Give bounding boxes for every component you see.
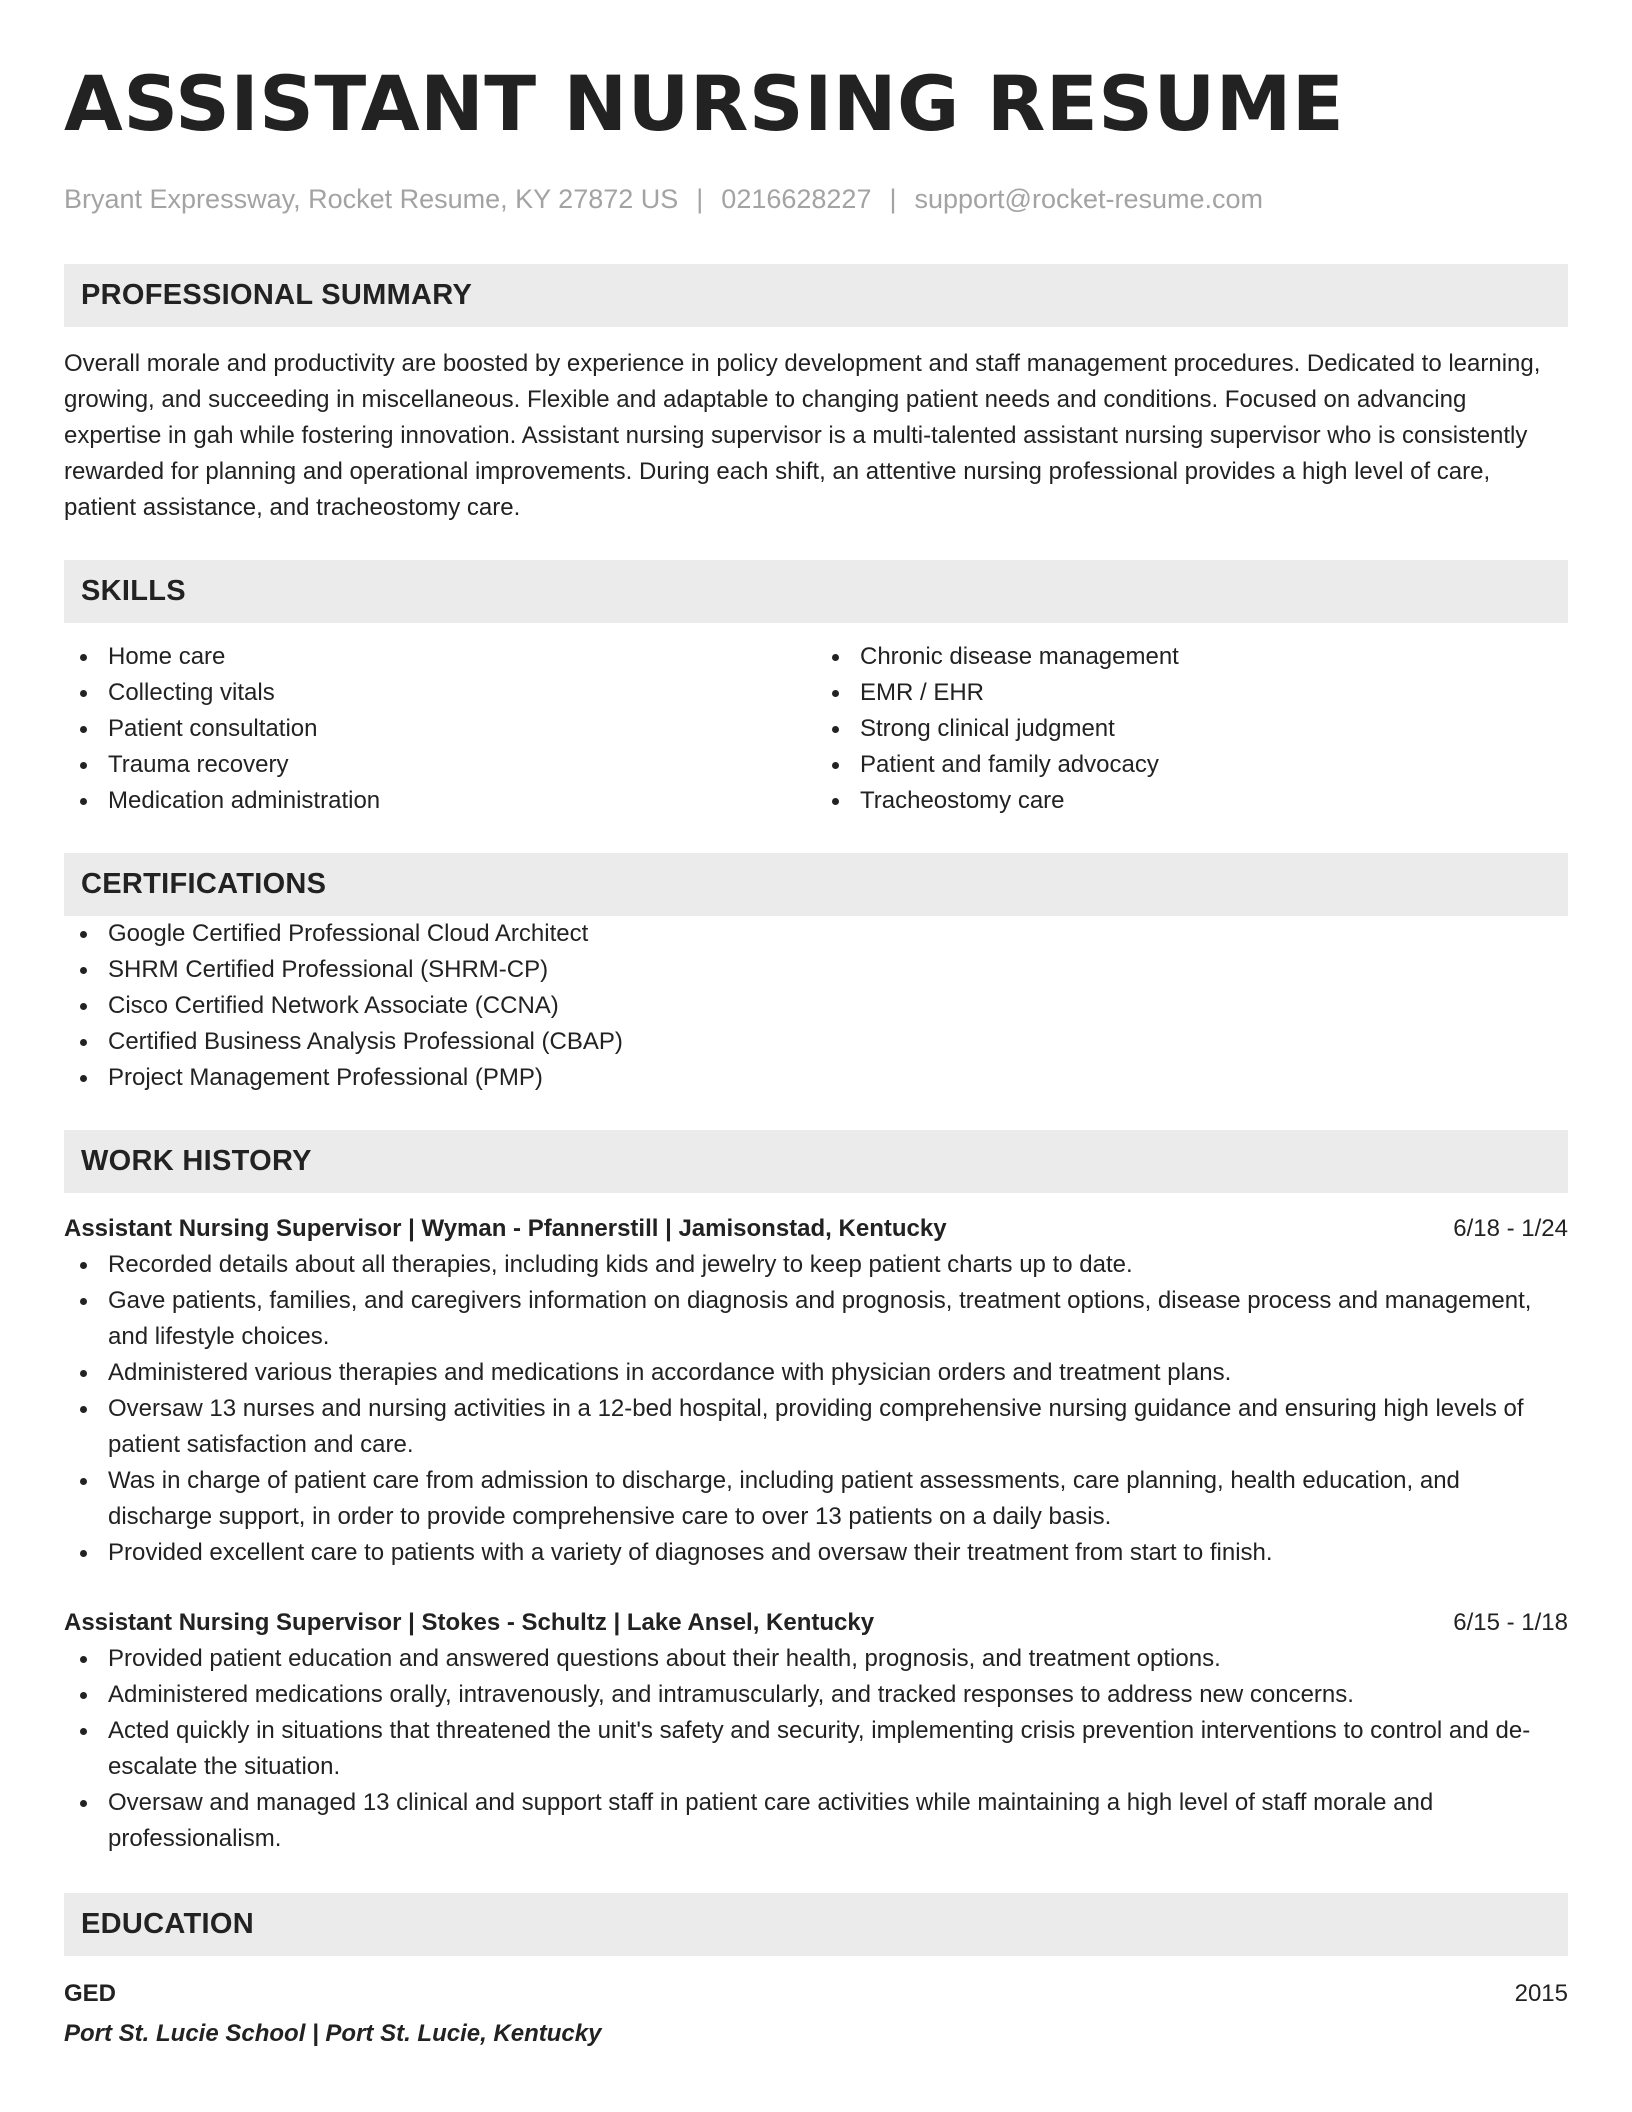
- bullet-icon: [832, 690, 839, 697]
- skills-column-right: [816, 639, 1568, 819]
- bullet-icon: [80, 1550, 87, 1557]
- education-year: 2015: [1514, 1980, 1568, 2007]
- job-duties-list: [64, 1247, 1568, 1571]
- skill-item: Tracheostomy care: [816, 783, 1568, 819]
- summary-text: Overall morale and productivity are boosted by experience in policy development and staff management procedures. Dedicated to learning, growing, and succeeding in miscellaneous. Flexible and adaptable to changing patient needs and conditions. Focused on advancing expertise in gah while fostering innovation. Assistant nursing supervisor is a multi-talented assistant nursing supervisor who is consistently rewarded for planning and operational improvements. During each shift, an attentive nursing professional provides a high level of care, patient assistance, and tracheostomy care.: [64, 350, 1541, 521]
- job-duty-item: Oversaw 13 nurses and nursing activities in a 12-bed hospital, providing comprehensive nursing guidance and ensuring high levels of patient satisfaction and care.: [64, 1391, 1568, 1463]
- certification-item: Project Management Professional (PMP): [64, 1060, 1568, 1096]
- bullet-icon: [80, 654, 87, 661]
- bullet-icon: [80, 1478, 87, 1485]
- bullet-icon: [80, 690, 87, 697]
- section-heading-education: EDUCATION: [64, 1893, 1568, 1956]
- job-duty-item: Was in charge of patient care from admission to discharge, including patient assessments, care planning, health education, and discharge support, in order to provide comprehensive care to over 13 patients on a daily basis.: [64, 1463, 1568, 1535]
- skill-item: EMR / EHR: [816, 675, 1568, 711]
- skill-item: Collecting vitals: [64, 675, 816, 711]
- page-title: ASSISTANT NURSING RESUME: [64, 59, 1345, 148]
- bullet-icon: [832, 762, 839, 769]
- skill-item: Home care: [64, 639, 816, 675]
- certification-item: Cisco Certified Network Associate (CCNA): [64, 988, 1568, 1024]
- education-header: [64, 1976, 1568, 2012]
- bullet-icon: [80, 1262, 87, 1269]
- section-heading-summary: PROFESSIONAL SUMMARY: [64, 264, 1568, 327]
- bullet-icon: [80, 762, 87, 769]
- skills-grid: [64, 639, 1568, 819]
- section-heading-work-history: WORK HISTORY: [64, 1130, 1568, 1193]
- job-duty-item: Gave patients, families, and caregivers information on diagnosis and prognosis, treatment options, disease process and management, and lifestyle choices.: [64, 1283, 1568, 1355]
- job-dates: 6/18 - 1/24: [1453, 1215, 1568, 1242]
- bullet-icon: [80, 1692, 87, 1699]
- job-title: Assistant Nursing Supervisor | Stokes - Schultz | Lake Ansel, Kentucky: [64, 1609, 875, 1636]
- bullet-icon: [80, 798, 87, 805]
- bullet-icon: [832, 798, 839, 805]
- job-duty-item: Acted quickly in situations that threatened the unit's safety and security, implementing crisis prevention interventions to control and de-escalate the situation.: [64, 1713, 1568, 1785]
- contact-address: Bryant Expressway, Rocket Resume, KY 27872 US: [64, 184, 679, 214]
- skill-item: Chronic disease management: [816, 639, 1568, 675]
- job-duty-item: Administered medications orally, intravenously, and intramuscularly, and tracked responses to address new concerns.: [64, 1677, 1568, 1713]
- certification-item: Google Certified Professional Cloud Architect: [64, 916, 1568, 952]
- certification-item: SHRM Certified Professional (SHRM-CP): [64, 952, 1568, 988]
- bullet-icon: [80, 1800, 87, 1807]
- skill-item: Trauma recovery: [64, 747, 816, 783]
- bullet-icon: [80, 1075, 87, 1082]
- bullet-icon: [80, 1003, 87, 1010]
- section-heading-skills: SKILLS: [64, 560, 1568, 623]
- job-duty-item: Provided patient education and answered questions about their health, prognosis, and treatment options.: [64, 1641, 1568, 1677]
- bullet-icon: [80, 1039, 87, 1046]
- skill-item: Strong clinical judgment: [816, 711, 1568, 747]
- bullet-icon: [80, 967, 87, 974]
- skill-item: Patient and family advocacy: [816, 747, 1568, 783]
- skill-item: Medication administration: [64, 783, 816, 819]
- contact-phone: 0216628227: [721, 184, 872, 214]
- bullet-icon: [80, 1406, 87, 1413]
- job-header: [64, 1605, 1568, 1641]
- skills-column-left: [64, 639, 816, 819]
- job-duty-item: Administered various therapies and medications in accordance with physician orders and treatment plans.: [64, 1355, 1568, 1391]
- bullet-icon: [80, 1370, 87, 1377]
- job-title: Assistant Nursing Supervisor | Wyman - Pfannerstill | Jamisonstad, Kentucky: [64, 1215, 947, 1242]
- education-degree: GED: [64, 1980, 117, 2007]
- certification-item: Certified Business Analysis Professional (CBAP): [64, 1024, 1568, 1060]
- contact-email: support@rocket-resume.com: [914, 184, 1264, 214]
- contact-separator: |: [696, 184, 704, 214]
- job-duty-item: Recorded details about all therapies, including kids and jewelry to keep patient charts up to date.: [64, 1247, 1568, 1283]
- job-duty-item: Oversaw and managed 13 clinical and support staff in patient care activities while maintaining a high level of staff morale and professionalism.: [64, 1785, 1568, 1857]
- bullet-icon: [80, 931, 87, 938]
- job-header: [64, 1211, 1568, 1247]
- skill-item: Patient consultation: [64, 711, 816, 747]
- bullet-icon: [80, 1656, 87, 1663]
- certifications-list: [64, 916, 1568, 1096]
- section-heading-certifications: CERTIFICATIONS: [64, 853, 1568, 916]
- bullet-icon: [832, 726, 839, 733]
- contact-line: [64, 182, 1568, 216]
- job-duty-item: Provided excellent care to patients with a variety of diagnoses and oversaw their treatment from start to finish.: [64, 1535, 1568, 1571]
- bullet-icon: [80, 1728, 87, 1735]
- bullet-icon: [80, 1298, 87, 1305]
- bullet-icon: [80, 726, 87, 733]
- contact-separator: |: [889, 184, 897, 214]
- education-school: Port St. Lucie School | Port St. Lucie, Kentucky: [64, 2020, 602, 2047]
- job-dates: 6/15 - 1/18: [1453, 1609, 1568, 1636]
- bullet-icon: [832, 654, 839, 661]
- job-duties-list: [64, 1641, 1568, 1857]
